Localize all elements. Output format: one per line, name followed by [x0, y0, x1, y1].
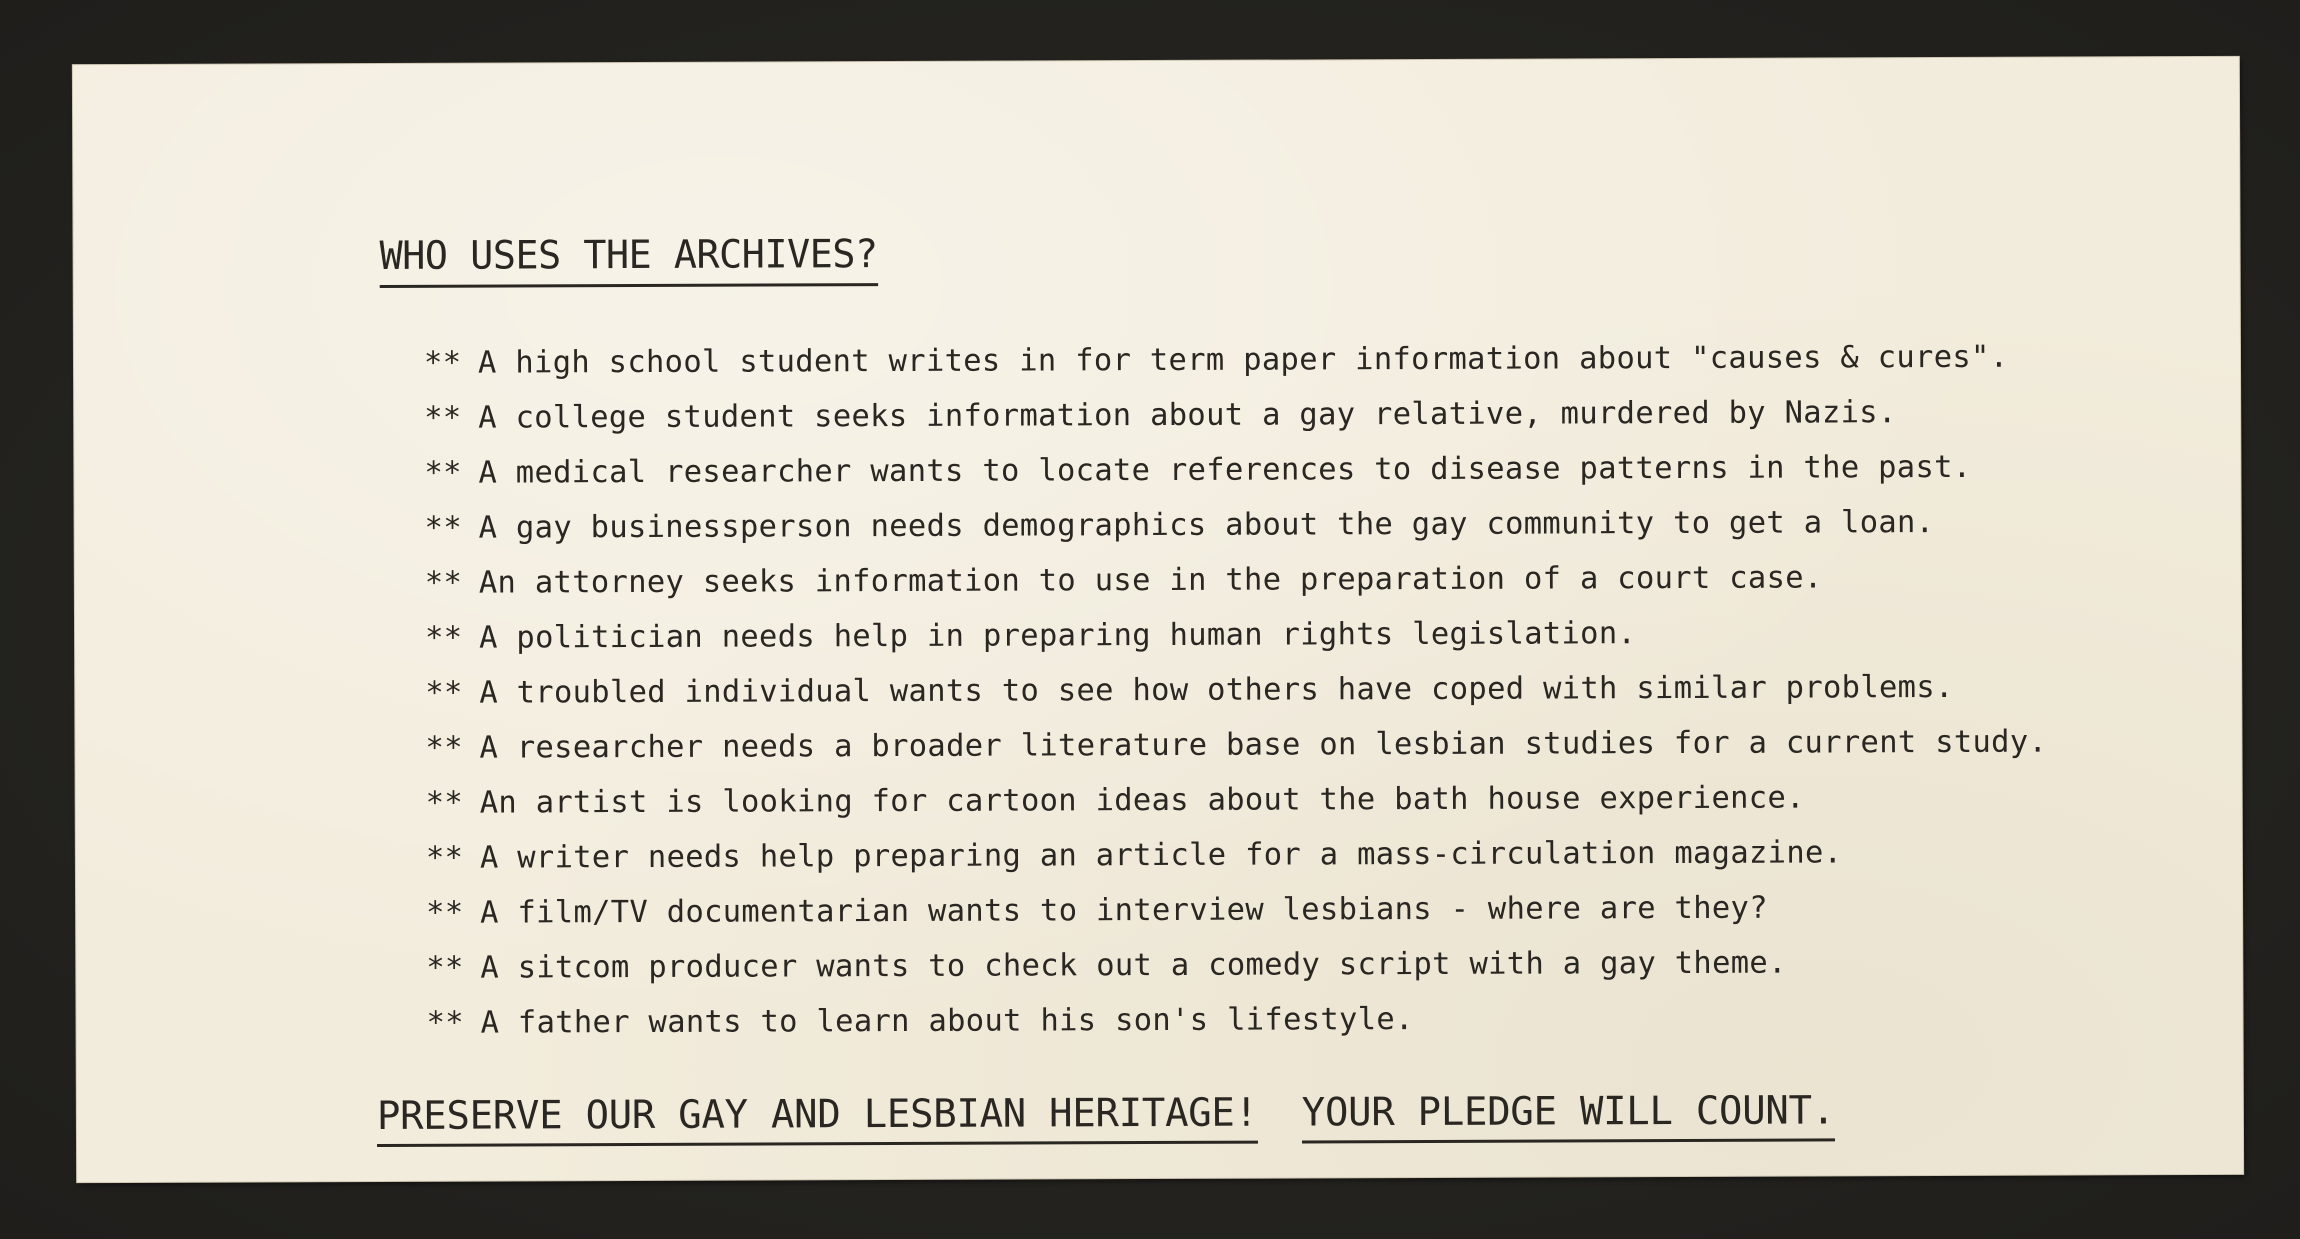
- list-item: [424, 440, 2046, 501]
- archive-users-list: [424, 330, 2048, 1051]
- list-item-text: A writer needs help preparing an article for a mass-circulation magazine.: [479, 835, 1843, 876]
- list-item: [426, 825, 2048, 886]
- bullet-mark: **: [426, 895, 464, 931]
- bullet-mark: **: [424, 510, 463, 546]
- list-item-text: A troubled individual wants to see how others have coped with similar problems.: [479, 669, 1954, 711]
- list-item-text: A politician needs help in preparing human rights legislation.: [478, 616, 1637, 656]
- pledge-slogan: YOUR PLEDGE WILL COUNT.: [1302, 1088, 1835, 1143]
- bullet-mark: **: [425, 730, 463, 766]
- bullet-mark: **: [424, 565, 463, 601]
- list-item: [424, 385, 2046, 446]
- list-item-text: A high school student writes in for term paper information about "causes & cures".: [477, 339, 2009, 381]
- list-item: [426, 935, 2048, 996]
- bullet-mark: **: [424, 455, 462, 491]
- bullet-mark: **: [423, 345, 462, 381]
- list-item: [425, 715, 2047, 776]
- bullet-mark: **: [425, 840, 464, 876]
- heading-text: WHO USES THE ARCHIVES?: [380, 232, 878, 288]
- list-item-text: A film/TV documentarian wants to interview lesbians - where are they?: [480, 890, 1768, 931]
- bullet-mark: **: [425, 785, 464, 821]
- list-item: [426, 990, 2048, 1051]
- list-item: [425, 660, 2047, 721]
- list-item-text: A gay businessperson needs demographics about the gay community to get a loan.: [478, 505, 1935, 546]
- list-item-text: A researcher needs a broader literature base on lesbian studies for a current study.: [479, 724, 2048, 766]
- list-item: [426, 770, 2048, 831]
- list-item-text: An attorney seeks information to use in the preparation of a court case.: [478, 560, 1823, 601]
- list-item-text: An artist is looking for cartoon ideas about the bath house experience.: [479, 780, 1805, 821]
- list-item-text: A medical researcher wants to locate references to disease patterns in the past.: [478, 449, 1972, 491]
- list-item-text: A father wants to learn about his son's lifestyle.: [480, 1002, 1414, 1041]
- page-heading: [380, 232, 878, 288]
- bullet-mark: **: [426, 950, 464, 986]
- archive-flyer-card: [73, 57, 2243, 1182]
- list-item-text: A sitcom producer wants to check out a comedy script with a gay theme.: [480, 945, 1787, 986]
- list-item-text: A college student seeks information about a gay relative, murdered by Nazis.: [478, 395, 1897, 436]
- list-item: [425, 550, 2047, 611]
- list-item: [424, 330, 2046, 391]
- list-item: [425, 495, 2047, 556]
- list-item: [425, 605, 2047, 666]
- bullet-mark: **: [426, 1005, 464, 1041]
- bullet-mark: **: [424, 400, 462, 436]
- bullet-mark: **: [424, 620, 463, 656]
- heritage-slogan: PRESERVE OUR GAY AND LESBIAN HERITAGE!: [377, 1091, 1258, 1147]
- footer-slogans: [377, 1088, 1835, 1146]
- bullet-mark: **: [425, 675, 463, 711]
- list-item: [426, 880, 2048, 941]
